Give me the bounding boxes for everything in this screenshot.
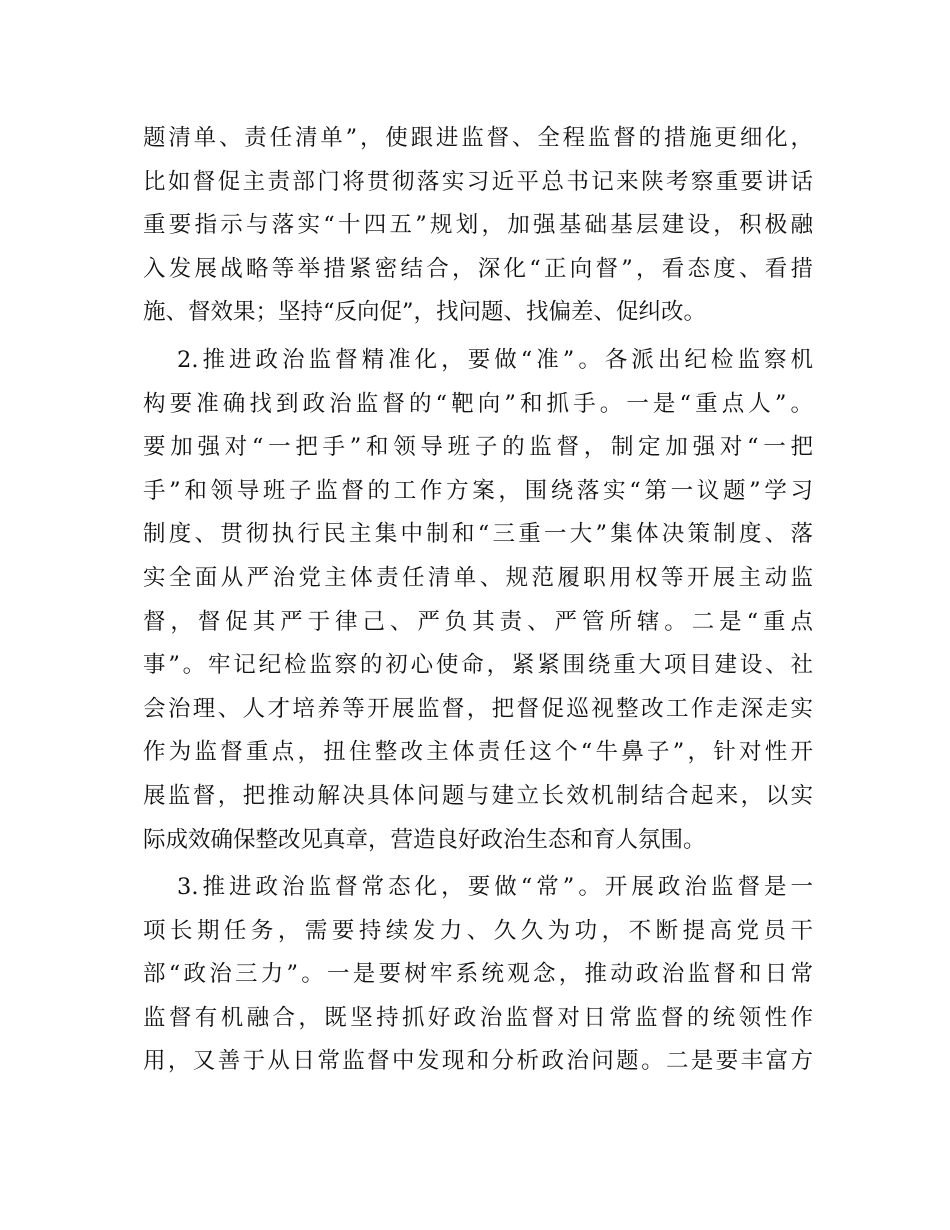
text-line: 要加强对“一把手”和领导班子的监督，制定加强对“一把 [143, 434, 813, 461]
document-body [143, 117, 813, 1084]
text-line: 实全面从严治党主体责任清单、规范履职用权等开展主动监 [143, 564, 813, 591]
text-line: 制度、贯彻执行民主集中制和“三重一大”集体决策制度、落 [143, 521, 813, 548]
text-line: 展监督，把推动解决具体问题与建立长效机制结合起来，以实 [143, 782, 813, 809]
text-line: 会治理、人才培养等开展监督，把督促巡视整改工作走深走实 [143, 695, 813, 722]
text-line: 督，督促其严于律己、严负其责、严管所辖。二是“重点 [143, 608, 813, 635]
paragraph-supervision-detail [143, 117, 813, 335]
text-line: 构要准确找到政治监督的“靶向”和抓手。一是“重点人”。 [143, 390, 813, 417]
text-line: 际成效确保整改见真章，营造良好政治生态和育人氛围。 [143, 826, 706, 853]
text-line: 2.推进政治监督精准化，要做“准”。各派出纪检监察机 [177, 346, 813, 373]
text-line: 作为监督重点，扭住整改主体责任这个“牛鼻子”，针对性开 [143, 739, 813, 766]
text-line: 用，又善于从日常监督中发现和分析政治问题。二是要丰富方 [143, 1048, 813, 1075]
text-line: 监督有机融合，既坚持抓好政治监督对日常监督的统领性作 [143, 1004, 813, 1031]
paragraph-normalization [143, 866, 813, 1084]
text-line: 重要指示与落实“十四五”规划，加强基础基层建设，积极融 [143, 212, 813, 239]
text-line: 手”和领导班子监督的工作方案，围绕落实“第一议题”学习 [143, 477, 813, 504]
text-line: 项长期任务，需要持续发力、久久为功，不断提高党员干 [143, 917, 813, 944]
text-line: 3.推进政治监督常态化，要做“常”。开展政治监督是一 [177, 874, 813, 901]
text-line: 题清单、责任清单”，使跟进监督、全程监督的措施更细化， [143, 125, 813, 151]
text-line: 比如督促主责部门将贯彻落实习近平总书记来陕考察重要讲话 [143, 168, 813, 195]
paragraph-precision [143, 339, 813, 862]
text-line: 部“政治三力”。一是要树牢系统观念，推动政治监督和日常 [143, 961, 813, 988]
text-line: 事”。牢记纪检监察的初心使命，紧紧围绕重大项目建设、社 [143, 652, 813, 679]
text-line: 入发展战略等举措紧密结合，深化“正向督”，看态度、看措 [143, 255, 813, 282]
text-line: 施、督效果；坚持“反向促”，找问题、找偏差、促纠改。 [143, 299, 707, 326]
